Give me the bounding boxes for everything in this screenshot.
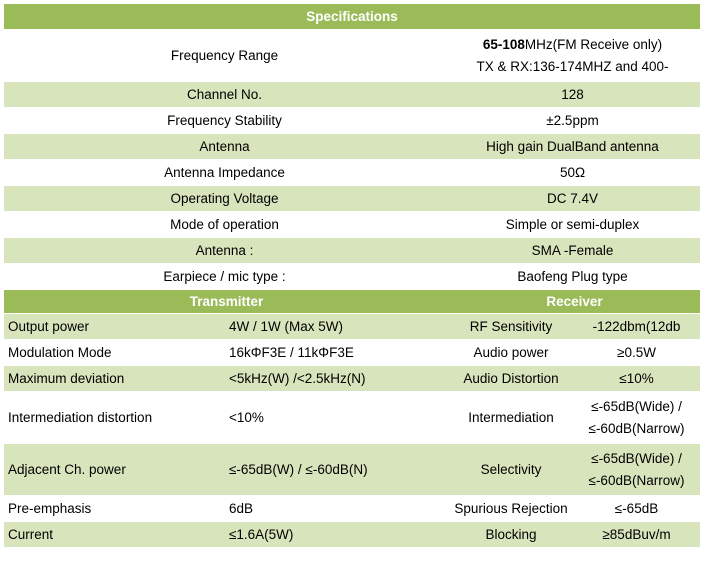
rx-value: -122dbm(12db	[592, 318, 681, 334]
spec-value: 128	[561, 86, 584, 102]
tx-label: Intermediation distortion	[8, 409, 153, 425]
rx-value	[573, 392, 700, 443]
tx-value: 4W / 1W (Max 5W)	[229, 318, 343, 334]
tx-value: <5kHz(W) /<2.5kHz(N)	[229, 370, 366, 386]
tx-label: Pre-emphasis	[8, 500, 92, 516]
table-row	[4, 495, 700, 521]
rx-value-line1: ≤-65dB(Wide) /	[591, 398, 682, 414]
tx-label: Modulation Mode	[8, 344, 112, 360]
spec-row	[4, 133, 700, 159]
tx-label: Output power	[8, 318, 90, 334]
spec-value: DC 7.4V	[546, 190, 599, 206]
rx-value-line2: ≤-60dB(Narrow)	[588, 472, 685, 488]
spec-table	[4, 4, 700, 547]
rx-label: Audio power	[473, 344, 549, 360]
tx-value: 6dB	[229, 500, 254, 516]
tx-label: Current	[8, 526, 54, 542]
section-header	[4, 289, 700, 313]
spec-value-bold: 65-108	[482, 36, 525, 52]
spec-row	[4, 237, 700, 263]
transmitter-heading: Transmitter	[189, 293, 264, 309]
spec-value: Baofeng Plug type	[517, 268, 628, 284]
spec-value	[445, 30, 700, 81]
spec-value: 50Ω	[559, 164, 586, 180]
spec-row	[4, 81, 700, 107]
spec-row	[4, 211, 700, 237]
rx-value: ≤-65dB	[614, 500, 659, 516]
spec-label: Operating Voltage	[170, 190, 279, 206]
spec-label: Frequency Range	[170, 47, 279, 63]
spec-value: High gain DualBand antenna	[486, 138, 659, 154]
tx-label: Maximum deviation	[8, 370, 125, 386]
table-row	[4, 365, 700, 391]
rx-label: Selectivity	[480, 461, 542, 477]
spec-row	[4, 185, 700, 211]
rx-value-line1: ≤-65dB(Wide) /	[591, 450, 682, 466]
spec-value-rest: MHz(FM Receive only)	[524, 36, 663, 52]
spec-label: Antenna :	[195, 242, 254, 258]
rx-label: Blocking	[485, 526, 537, 542]
spec-label: Antenna Impedance	[164, 164, 285, 180]
spec-value-line2: TX & RX:136-174MHZ and 400-	[476, 58, 669, 74]
tx-value: 16kΦF3E / 11kΦF3E	[229, 344, 354, 360]
rx-value: ≤10%	[619, 370, 654, 386]
table-row	[4, 521, 700, 547]
tx-label: Adjacent Ch. power	[8, 461, 126, 477]
receiver-heading: Receiver	[546, 293, 603, 309]
spec-value: SMA -Female	[531, 242, 614, 258]
table-row	[4, 391, 700, 443]
spec-row	[4, 159, 700, 185]
table-header	[4, 4, 700, 29]
spec-label: Channel No.	[186, 86, 263, 102]
spec-row	[4, 107, 700, 133]
spec-label: Earpiece / mic type :	[163, 268, 286, 284]
table-row	[4, 339, 700, 365]
rx-label: Audio Distortion	[463, 370, 559, 386]
rx-value: ≥0.5W	[617, 344, 656, 360]
tx-value: ≤-65dB(W) / ≤-60dB(N)	[229, 461, 368, 477]
rx-label: RF Sensitivity	[469, 318, 553, 334]
spec-value: Simple or semi-duplex	[505, 216, 640, 232]
rx-value-line2: ≤-60dB(Narrow)	[588, 420, 685, 436]
spec-label: Antenna	[199, 138, 250, 154]
table-title: Specifications	[306, 8, 398, 24]
spec-value: ±2.5ppm	[546, 112, 599, 128]
tx-value: <10%	[229, 409, 264, 425]
tx-value: ≤1.6A(5W)	[229, 526, 294, 542]
rx-value: ≥85dBuv/m	[602, 526, 671, 542]
spec-label: Frequency Stability	[167, 112, 282, 128]
rx-value	[573, 444, 700, 495]
rx-label: Intermediation	[468, 409, 554, 425]
table-row	[4, 443, 700, 495]
rx-label: Spurious Rejection	[454, 500, 568, 516]
spec-row-frequency-range	[4, 29, 700, 81]
spec-row	[4, 263, 700, 289]
table-row	[4, 313, 700, 339]
spec-label: Mode of operation	[170, 216, 279, 232]
